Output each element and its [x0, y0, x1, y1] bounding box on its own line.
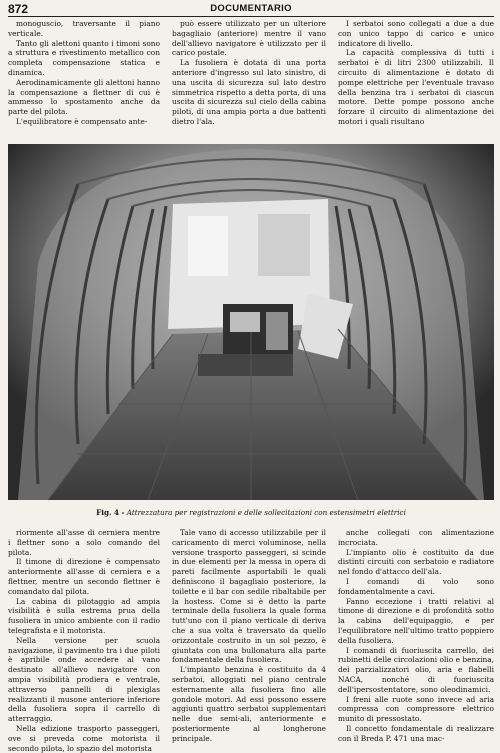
paragraph: Il concetto fondamentale di realizzare con il Breda P. 471 una mac- — [338, 723, 494, 743]
paragraph: La cabina di pilotaggio ad ampia visibilità è sulla estrema prua della fusoliera in unico ambiente con il radio telegrafista e il motorista. — [8, 596, 160, 635]
page-number: 872 — [8, 2, 29, 16]
paragraph: anche collegati con alimentazione incrociata. — [338, 528, 494, 547]
paragraph: La fusoliera è dotata di una porta anteriore d'ingresso sul lato sinistro, di una uscita di sicurezza sul lato destro simmetrica rispetto a detta porta, di una uscita di sicurezza sul cielo della cabina piloti, di una ampia porta a due battenti dietro l'ala. — [172, 58, 326, 126]
paragraph: La capacità complessiva di tutti i serbatoi è di litri 2300 utilizzabili. Il circuito di alimentazione è dotato di pompe elettriche per l'eventuale travaso della benzina tra i serbatoi di ciascun motore. Dette pompe possono anche forzare il circuito di alimentazione dei motori i quali risultano — [338, 48, 494, 126]
paragraph: Tale vano di accesso utilizzabile per il caricamento di merci voluminose, nella versione trasporto passeggeri, si scinde in due elementi per la messa in opera di pareti facilmente asportabili le quali definiscono il bagagliaio posteriore, la toilette e il bar con sedile ribaltabile per la hostess. Come si è detto la parte terminale della fusoliera la quale forma tutt'uno con il piano verticale di deriva che a sua volta è traversato da quello orizzontale costruito in un sol pezzo, è giuntata con una bullonatura alla parte fondamentale della fusoliera. — [172, 528, 326, 665]
top-column-3 — [338, 19, 494, 139]
paragraph: riormente all'asse di cerniera mentre i flettner sono a solo comando del pilota. — [8, 528, 160, 557]
bottom-column-3 — [338, 528, 494, 742]
paragraph: può essere utilizzato per un ulteriore bagagliaio (anteriore) mentre il vano dell'allievo navigatore è utilizzato per il carico postale. — [172, 19, 326, 58]
paragraph: Aerodinamicamente gli alettoni hanno la compensazione a flettner di cui è ammesso lo spostamento anche da parte del pilota. — [8, 77, 160, 117]
paragraph: I serbatoi sono collegati a due a due con unico tappo di carico e unico indicatore di livello. — [338, 19, 494, 48]
paragraph: I comandi di volo sono fondamentalmente a cavi. — [338, 576, 494, 596]
paragraph: I comandi di fuoriuscita carrello, dei rubinetti delle circolazioni olio e benzina, dei parzializzatori olio, aria e flabelli NACA, nonché di fuoriuscita dell'ipersostentatore, sono oleodinamici. — [338, 645, 494, 694]
figure-caption-text: Attrezzatura per registrazioni e delle sollecitazioni con estensimetri elettrici — [126, 508, 406, 517]
top-column-2 — [172, 19, 326, 139]
figure-caption — [8, 508, 494, 517]
paragraph: L'impianto olio è costituito da due distinti circuiti con serbatoio e radiatore nel fondo d'attacco dell'ala. — [338, 547, 494, 577]
header-rule — [8, 16, 494, 17]
paragraph: Tanto gli alettoni quanto i timoni sono a struttura e rivestimento metallico con completa compensazione statica e dinamica. — [8, 38, 160, 77]
figure-label: Fig. 4 - — [96, 508, 125, 517]
paragraph: monoguscio, traversante il piano verticale. — [8, 19, 160, 38]
paragraph: I freni alle ruote sono invece ad aria compressa con compressore elettrico munito di pressostato. — [338, 694, 494, 724]
paragraph: Nella versione per scuola navigazione, il pavimento tra i due piloti è apribile onde accedere al vano destinato all'allievo navigatore con ampia visibilità prodiera e ventrale, attraverso pannelli di plexiglas realizzanti il musone anteriore inferiore della fusoliera sopra il carrello di atterraggio. — [8, 635, 160, 724]
top-column-1 — [8, 19, 160, 139]
paragraph: Nella edizione trasporto passeggeri, ove si preveda come motorista il secondo pilota, lo spazio del motorista — [8, 723, 160, 753]
page-header — [8, 2, 494, 16]
bottom-column-1 — [8, 528, 160, 753]
paragraph: L'equilibratore è compensato ante- — [16, 116, 148, 126]
paragraph: Il timone di direzione è compensato anteriormente all'asse di cerniera e a flettner, mentre un secondo flettner è comandato dal pilota. — [8, 557, 160, 596]
paragraph: Fanno eccezione i tratti relativi al timone di direzione e di profondità sotto la cabina dell'equipaggio, e per l'equilibratore nell'ultimo tratto poppiero della fusoliera. — [338, 596, 494, 645]
bottom-column-2 — [172, 528, 326, 742]
photo-illustration — [8, 144, 494, 500]
cabin-interior-photo — [8, 144, 494, 500]
section-title: DOCUMENTARIO — [210, 3, 292, 14]
paragraph: L'impianto benzina è costituito da 4 serbatoi, alloggiati nel piano centrale esternamente alla fusoliera fino alle gondole motori. Ad essi possono essere aggiunti quattro serbatoi supplementari nelle due semi-ali, anteriormente e posteriormente al longherone principale. — [172, 665, 326, 743]
